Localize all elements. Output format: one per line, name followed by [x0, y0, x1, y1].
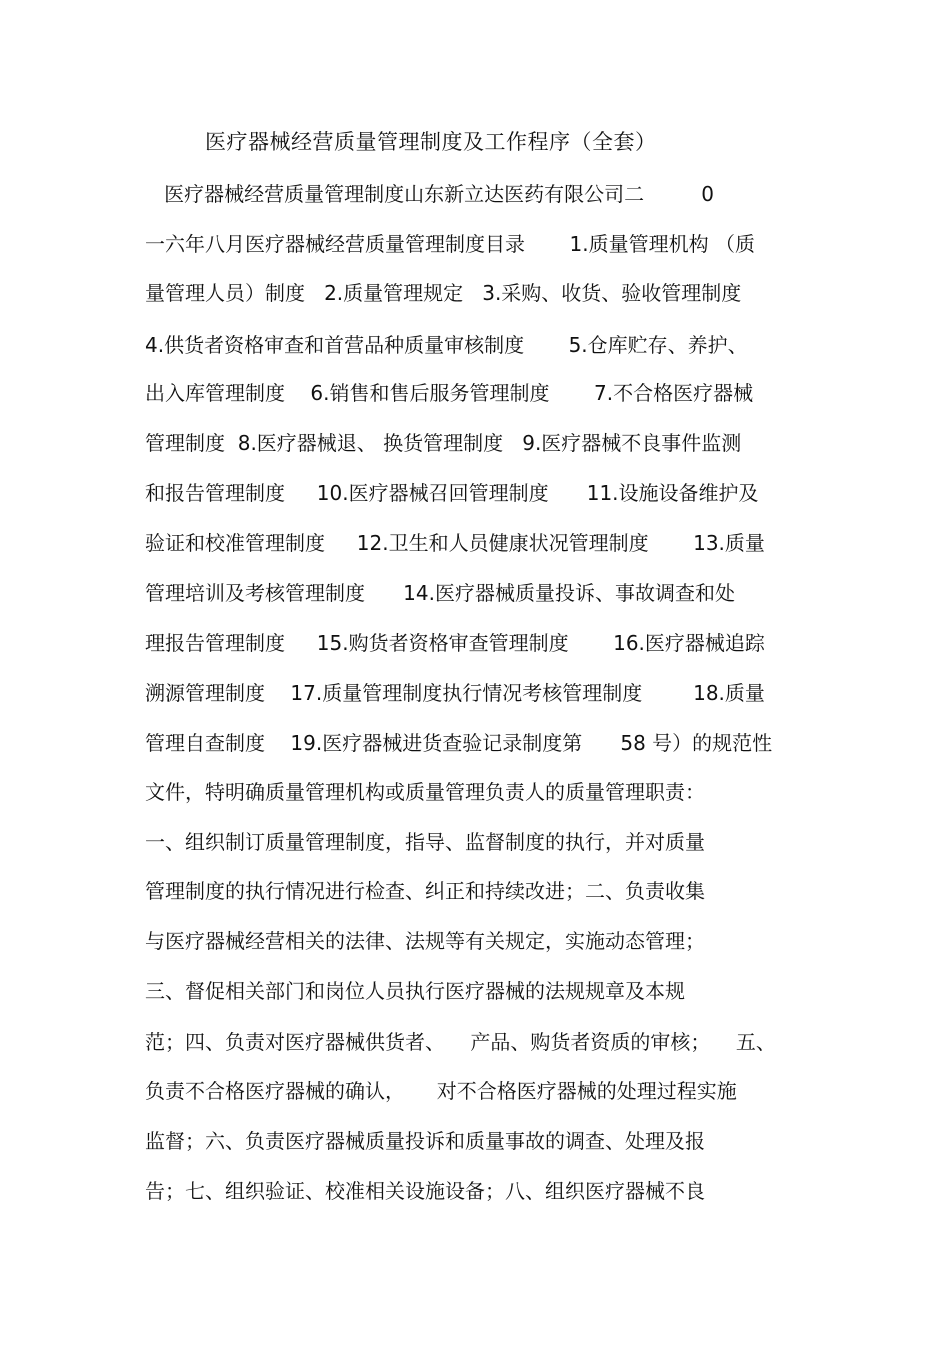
text-line-9: 管理培训及考核管理制度 14.医疗器械质量投诉、事故调查和处: [145, 581, 735, 605]
text-line-16: 与医疗器械经营相关的法律、法规等有关规定，实施动态管理；: [145, 929, 705, 953]
text-line-20: 监督；六、负责医疗器械质量投诉和质量事故的调查、处理及报: [145, 1129, 705, 1153]
text-line-12: 管理自查制度 19.医疗器械进货查验记录制度第 58 号）的规范性: [145, 731, 773, 755]
text-line-21: 告；七、组织验证、校准相关设施设备；八、组织医疗器械不良: [145, 1179, 705, 1203]
text-line-11: 溯源管理制度 17.质量管理制度执行情况考核管理制度 18.质量: [145, 681, 765, 705]
text-line-10: 理报告管理制度 15.购货者资格审查管理制度 16.医疗器械追踪: [145, 631, 765, 655]
text-line-5: 出入库管理制度 6.销售和售后服务管理制度 7.不合格医疗器械: [145, 381, 754, 405]
text-line-3: 量管理人员）制度 2.质量管理规定 3.采购、收货、验收管理制度: [145, 281, 742, 305]
text-line-8: 验证和校准管理制度 12.卫生和人员健康状况管理制度 13.质量: [145, 531, 765, 555]
text-line-13: 文件，特明确质量管理机构或质量管理负责人的质量管理职责：: [145, 780, 705, 804]
text-line-1: 医疗器械经营质量管理制度山东新立达医药有限公司二 0: [145, 182, 715, 206]
text-line-2: 一六年八月医疗器械经营质量管理制度目录 1.质量管理机构 （质: [145, 232, 755, 256]
text-line-19: 负责不合格医疗器械的确认， 对不合格医疗器械的处理过程实施: [145, 1079, 737, 1103]
text-line-14: 一、组织制订质量管理制度，指导、监督制度的执行，并对质量: [145, 830, 705, 854]
text-line-7: 和报告管理制度 10.医疗器械召回管理制度 11.设施设备维护及: [145, 481, 759, 505]
text-line-17: 三、督促相关部门和岗位人员执行医疗器械的法规规章及本规: [145, 979, 685, 1003]
text-line-6: 管理制度 8.医疗器械退、 换货管理制度 9.医疗器械不良事件监测: [145, 431, 742, 455]
text-line-15: 管理制度的执行情况进行检查、纠正和持续改进；二、负责收集: [145, 879, 705, 903]
text-line-4: 4.供货者资格审查和首营品种质量审核制度 5.仓库贮存、养护、: [145, 333, 748, 357]
text-line-18: 范；四、负责对医疗器械供货者、 产品、购货者资质的审核； 五、: [145, 1030, 776, 1054]
document-title: 医疗器械经营质量管理制度及工作程序（全套）: [205, 130, 657, 154]
